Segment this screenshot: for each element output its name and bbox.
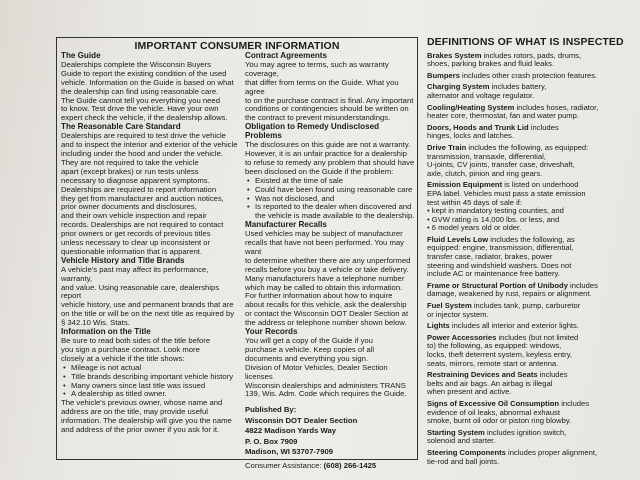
definition-term: Drive Train xyxy=(427,142,467,152)
section-contract-agreements xyxy=(245,52,417,123)
definition-text: includes hoses, radiator, heater core, thermostat, fan and water pump. xyxy=(427,102,599,121)
definition-item xyxy=(427,282,637,299)
section-text: You will get a copy of the Guide if you purchase a vehicle. Keep copies of all documents and everything you sign. Division of Motor Vehicles, Dealer Section licenses Wisconsin dealerships and administers TRANS 139, Wis. Adm. Code which requires the Guide. xyxy=(245,336,407,399)
definition-term: Cooling/Heating System xyxy=(427,102,515,112)
definition-item xyxy=(427,371,637,397)
section-your-records xyxy=(245,328,417,399)
publisher-address: Published By: Wisconsin DOT Dealer Section 4822 Madison Yards Way P. O. Box 7909 Madison, WI 53707-7909 xyxy=(245,405,358,457)
definition-text: includes rotors, pads, drums, shoes, parking brakes and fluid leaks. xyxy=(427,50,582,69)
section-heading: Obligation to Remedy Undisclosed Problems xyxy=(245,122,380,141)
section-heading: The Reasonable Care Standard xyxy=(61,122,181,132)
definition-text: includes hinges, locks and latches. xyxy=(427,122,559,141)
definition-item xyxy=(427,52,637,69)
list-item: • Was not disclosed, and xyxy=(245,195,417,204)
section-text: A vehicle's past may affect its performance, warranty, and value. Using reasonable care, dealerships report vehicle history, use and permanent brands that are on the title or will be on the next title as required by § 342.10 Wis. Stats. xyxy=(61,264,235,328)
definition-item xyxy=(427,83,637,100)
definition-item xyxy=(427,322,637,331)
list-item: • A dealership as titled owner. xyxy=(61,390,239,399)
definitions-list xyxy=(427,52,637,467)
consumer-information-box xyxy=(56,37,418,470)
definition-text: includes damage, weakened by rust, repairs or alignment. xyxy=(427,280,598,299)
definition-term: Lights xyxy=(427,321,450,331)
definition-text: includes (but not limited to) the following, as equipped: windows, locks, theft deterrent system, keyless entry, seats, mirrors, remote start or antenna. xyxy=(427,332,579,368)
definition-item xyxy=(427,302,637,319)
definition-term: Fluid Levels Low xyxy=(427,234,489,244)
definition-text: includes battery, alternator and voltage regulator. xyxy=(427,82,547,100)
section-title-info xyxy=(61,328,239,435)
list-item: • Existed at the time of sale xyxy=(245,177,417,186)
section-the-guide xyxy=(61,52,239,123)
definition-text: includes the following, as equipped: transmission, transaxle, differential, U-joints, CV joints, transfer case, driveshaft, axle, clutch, pinion and ring gears. xyxy=(427,142,589,178)
definition-item xyxy=(427,334,637,368)
definition-item xyxy=(427,144,637,178)
section-vehicle-history xyxy=(61,257,239,328)
section-text: Used vehicles may be subject of manufacturer recalls that have not been performed. You may want to determine whether there are any unperformed recalls before you buy a vehicle or take delivery. Many manufacturers have a telephone number which may be called to obtain this information. For further information about how to inquire about recalls for this vehicle, ask the dealership or contact the Wisconsin DOT Dealer Section at the address or telephone number shown below. xyxy=(245,229,411,328)
definition-text: is listed on underhood EPA label. Vehicles must pass a state emission test within 45 days of sale if: • kept in mandatory testing counties, and • GVW rating is 14,000 lbs. or less, and • 6 model years old or older. xyxy=(427,180,586,233)
section-reasonable-care xyxy=(61,123,239,257)
section-text: The disclosures on this guide are not a warranty. However, it is an unfair practice for a dealership to refuse to remedy any problem that should have been disclosed on the Guide if the problem: xyxy=(245,140,415,176)
definition-item xyxy=(427,449,637,466)
definition-item xyxy=(427,124,637,141)
definition-text: includes ignition switch, solenoid and starter. xyxy=(427,427,567,446)
definition-term: Doors, Hoods and Trunk Lid xyxy=(427,122,529,132)
definition-text: includes proper alignment, tie-rod and ball joints. xyxy=(427,447,598,466)
section-heading: Manufacturer Recalls xyxy=(245,220,327,230)
definition-term: Power Accessories xyxy=(427,332,497,342)
assist-phone: (608) 266-1425 xyxy=(323,460,377,470)
section-text: You may agree to terms, such as warranty coverage, that differ from terms on the Guide. What you agree to on the purchase contract is final. Any important conditions or contingencies should be written on the contract to prevent misunderstandings. xyxy=(245,59,414,123)
section-heading: Vehicle History and Title Brands xyxy=(61,255,185,265)
definition-text: includes all interior and exterior lights. xyxy=(449,321,579,331)
title-warning-list xyxy=(61,364,239,400)
list-item: • Could have been found using reasonable care xyxy=(245,186,417,195)
definition-item xyxy=(427,72,637,81)
section-heading: Your Records xyxy=(245,327,298,337)
definition-item xyxy=(427,236,637,279)
definition-term: Brakes System xyxy=(427,50,482,60)
list-item: • Mileage is not actual xyxy=(61,364,239,373)
definition-term: Starting System xyxy=(427,427,485,437)
middle-column xyxy=(245,52,417,471)
definition-text: includes belts and air bags. An airbag is illegal when present and active. xyxy=(427,370,568,397)
problem-condition-list xyxy=(245,177,417,222)
definition-term: Restraining Devices and Seats xyxy=(427,370,538,380)
section-heading: Contract Agreements xyxy=(245,51,328,60)
left-column xyxy=(61,52,239,435)
definition-term: Fuel System xyxy=(427,301,472,311)
section-heading: The Guide xyxy=(61,51,101,60)
section-text: Dealerships complete the Wisconsin Buyers Guide to report the existing condition of the used vehicle. Information on the Guide is based on what the dealership can find using reasonable care. The Guide cannot tell you everything you need to know. Test drive the vehicle. Have your own expert check the vehicle, if the dealership allows. xyxy=(61,59,234,123)
section-manufacturer-recalls xyxy=(245,221,417,328)
definition-text: includes tank, pump, carburetor or injector system. xyxy=(427,301,581,319)
list-item: • Title brands describing important vehicle history xyxy=(61,373,239,382)
section-text: The vehicle's previous owner, whose name and address are on the title, may provide useful information. The dealership will give you the name and address of the prior owner if you ask for it. xyxy=(61,398,232,435)
definitions-title: DEFINITIONS OF WHAT IS INSPECTED xyxy=(427,36,624,48)
definition-term: Steering Components xyxy=(427,447,506,457)
list-item: • Is reported to the dealer when discovered and the vehicle is made available to the dealership. xyxy=(245,203,417,221)
definition-item xyxy=(427,104,637,121)
definition-term: Frame or Structural Portion of Unibody xyxy=(427,280,568,290)
definition-item xyxy=(427,429,637,446)
definition-text: includes other crash protection features. xyxy=(459,70,598,80)
definition-item xyxy=(427,400,637,426)
definition-text: includes the following, as equipped: engine, transmission, differential, transfer case, radiator, brakes, power steering and windshield washers. Does not include AC or maintenance free battery. xyxy=(427,234,575,279)
assist-label: Consumer Assistance: xyxy=(245,460,324,470)
definition-term: Signs of Excessive Oil Consumption xyxy=(427,398,560,408)
box-title: IMPORTANT CONSUMER INFORMATION xyxy=(134,40,340,52)
definitions-panel xyxy=(427,38,637,469)
definition-term: Emission Equipment xyxy=(427,180,503,190)
section-text: Be sure to read both sides of the title before you sign a purchase contract. Look more closely at a vehicle if the title shows: xyxy=(61,336,211,363)
definition-term: Charging System xyxy=(427,82,490,92)
definition-term: Bumpers xyxy=(427,70,460,80)
section-text: Dealerships are required to test drive the vehicle and to inspect the interior and exterior of the vehicle including under the hood and under the vehicle. They are not required to take the vehicle apart (except brakes) or run tests unless necessary to diagnose apparent symptoms. Dealerships are required to report information they get from manufacturer and auction notices, prior owner documents and disclosures, and their own vehicle inspection and repair records. Dealerships are not required to contact prior owners or get records of previous titles unless necessary to clear up inconsistent or questionable information that is apparent. xyxy=(61,131,238,256)
section-obligation-remedy xyxy=(245,123,417,221)
section-heading: Information on the Title xyxy=(61,327,151,337)
definition-text: includes evidence of oil leaks, abnormal exhaust smoke, burnt oil odor or piston ring blowby. xyxy=(427,398,590,426)
definition-item xyxy=(427,181,637,233)
list-item: • Many owners since last title was issued xyxy=(61,382,239,391)
consumer-assistance xyxy=(245,462,417,471)
